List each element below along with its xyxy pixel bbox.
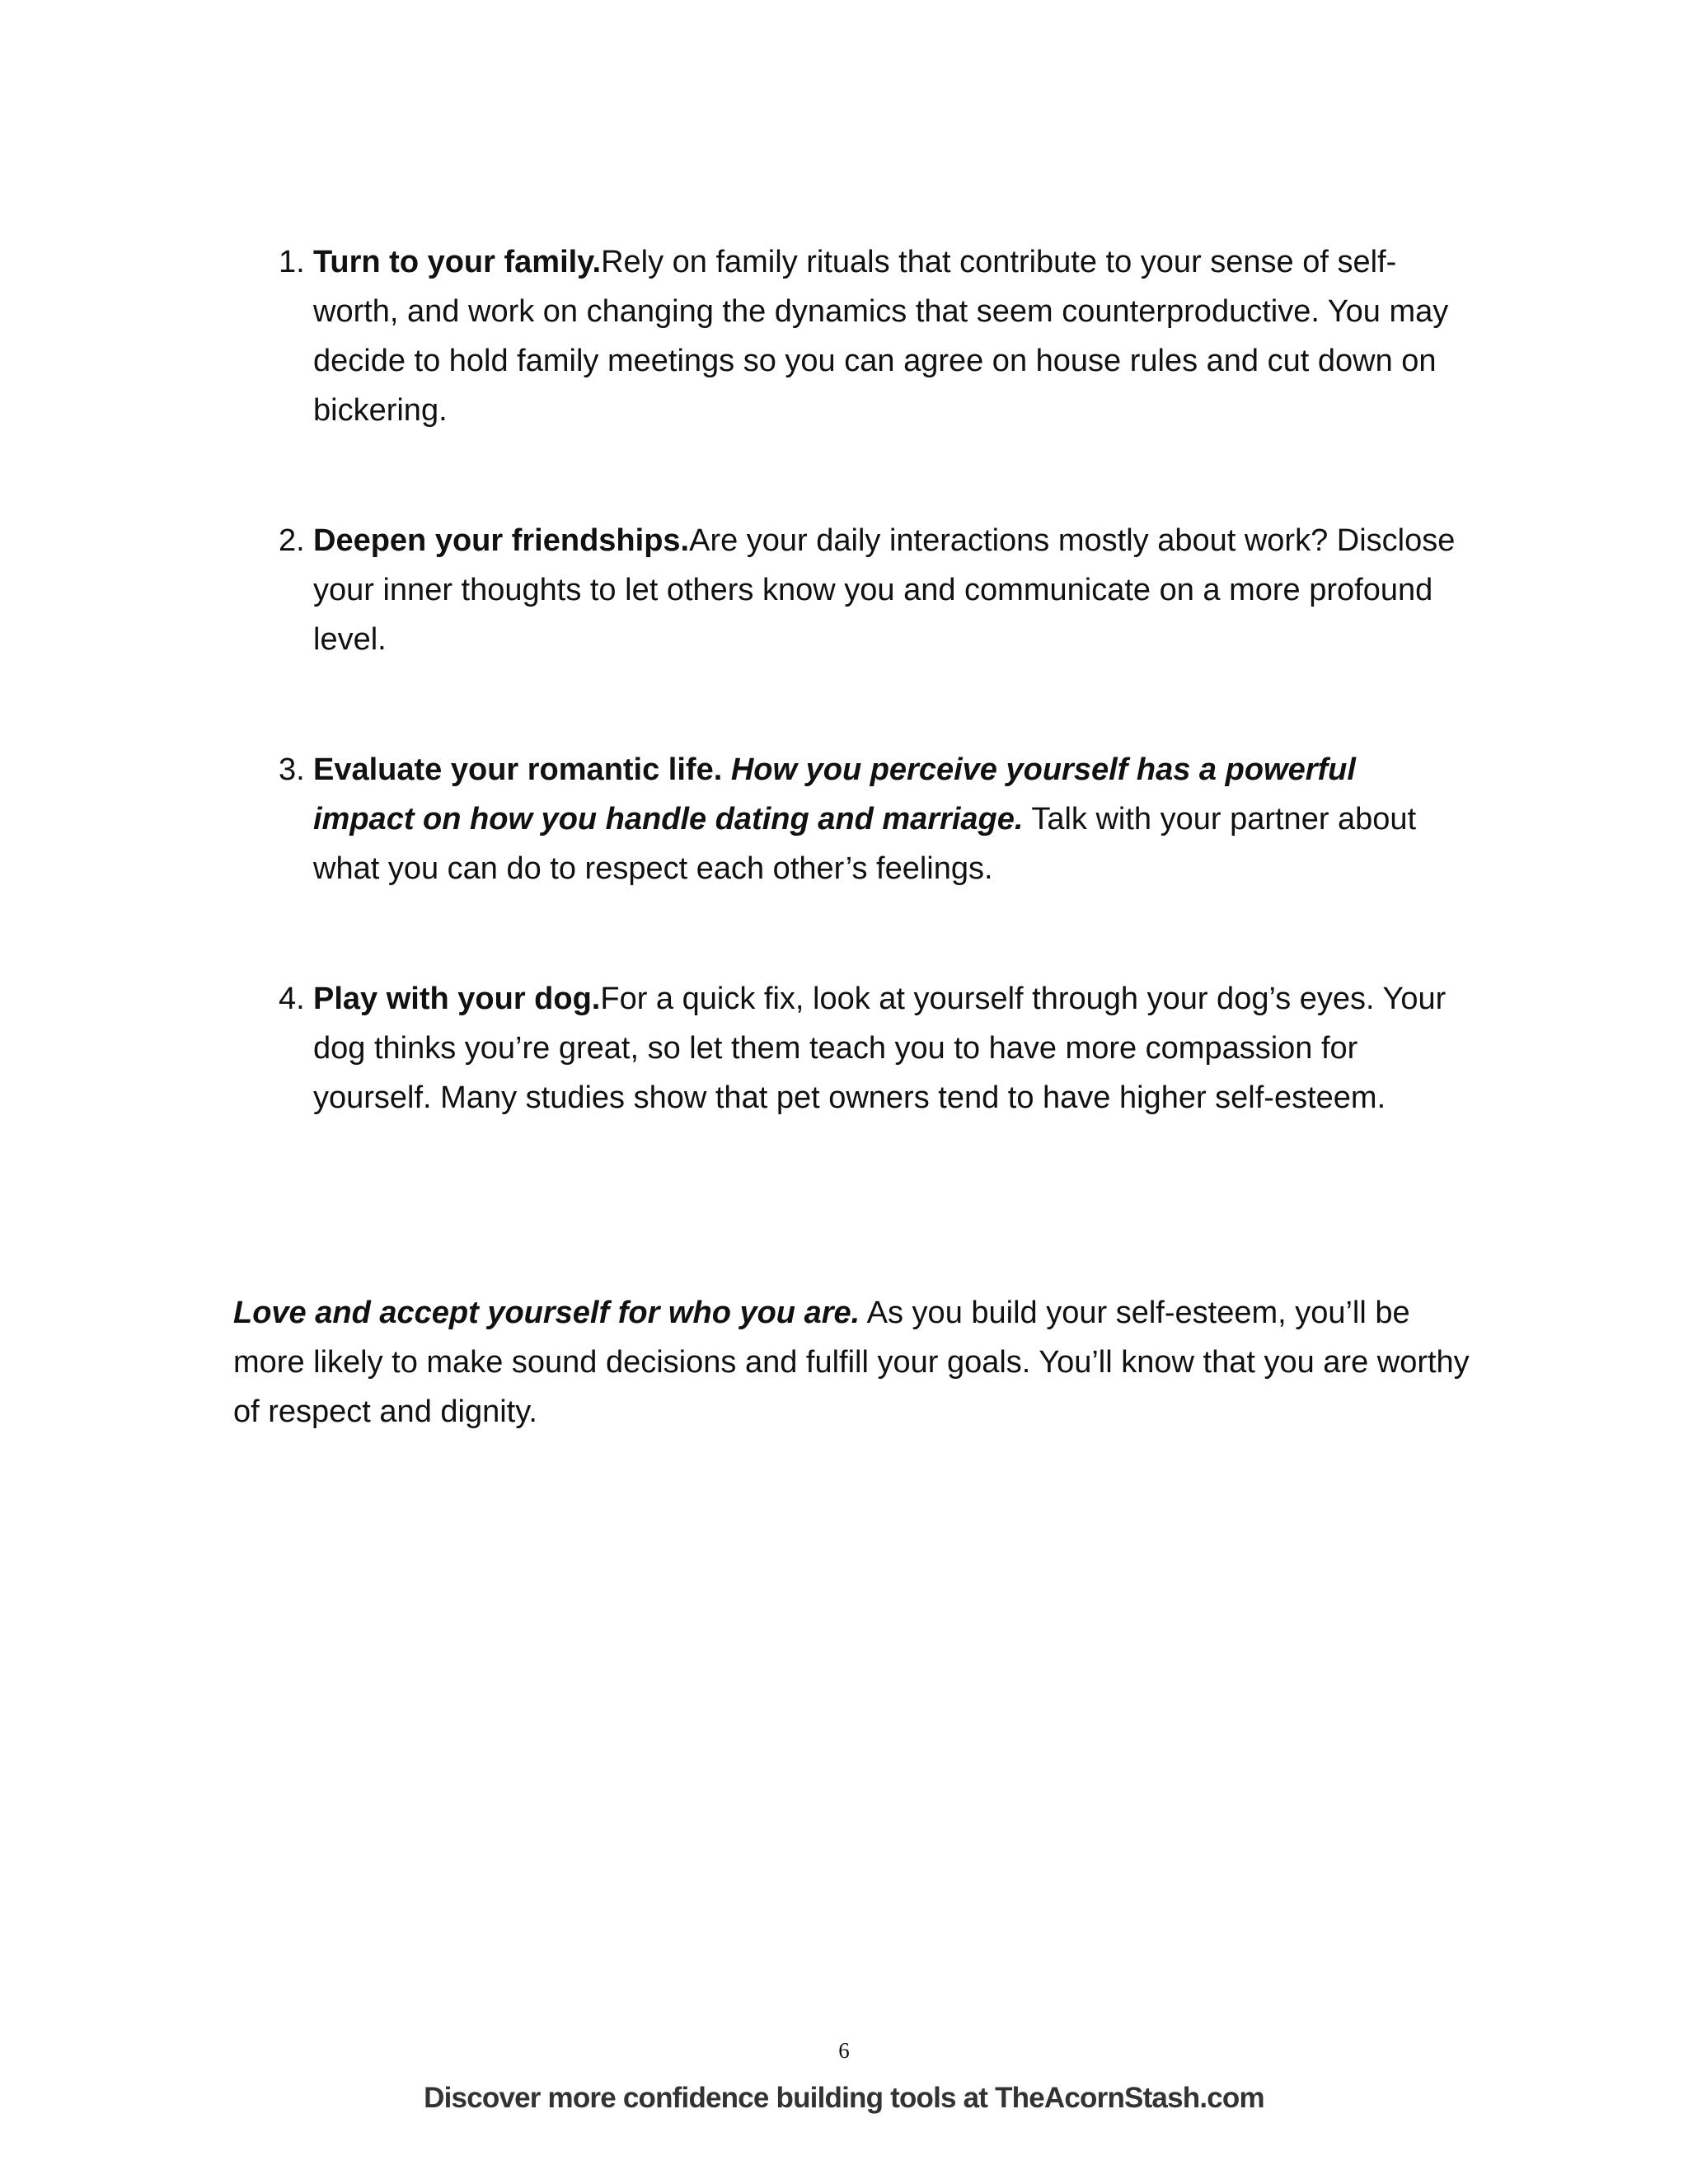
list-item-text: For a quick fix, look at yourself through your dog’s eyes. Your dog thinks you’re great, so let them teach you to have more compassion for yourself. Many studies show that pet owners tend to have higher self-esteem. xyxy=(313,982,1447,1115)
list-item-number: 4. xyxy=(279,982,305,1016)
list-item-lead: Play with your dog. xyxy=(313,982,601,1016)
list-item-number: 3. xyxy=(279,752,305,787)
list-item-number: 2. xyxy=(279,523,305,558)
list-item-text: Rely on family rituals that contribute to your sense of self-worth, and work on changing the dynamics that seem counterproductive. You may decide to hold family meetings so you can agree on house rules and cut down on bickering. xyxy=(313,245,1449,428)
list-item-text: Talk with your partner about what you can do to respect each other’s feelings. xyxy=(313,802,1417,886)
list-item xyxy=(279,745,1457,893)
list-item-text: Are your daily interactions mostly about work? Disclose your inner thoughts to let others know you and communicate on a more profound level. xyxy=(313,523,1456,657)
list-item xyxy=(279,516,1457,664)
page-number: 6 xyxy=(838,2038,850,2063)
list-item-lead: Turn to your family. xyxy=(313,245,602,279)
closing-paragraph xyxy=(233,1288,1470,1436)
list-item-lead: Deepen your friendships. xyxy=(313,523,690,558)
list-item-emphasis: How you perceive yourself has a powerful impact on how you handle dating and marriage. xyxy=(313,752,1356,837)
closing-text: As you build your self-esteem, you’ll be more likely to make sound decisions and fulfill your goals. You’ll know that you are worthy of respect and dignity. xyxy=(233,1296,1470,1429)
list-item xyxy=(279,237,1457,435)
tips-list xyxy=(279,237,1457,1122)
list-item-lead: Evaluate your romantic life. xyxy=(313,752,723,787)
list-item xyxy=(279,974,1457,1122)
footer-promo: Discover more confidence building tools at TheAcornStash.com xyxy=(424,2082,1264,2114)
closing-emphasis: Love and accept yourself for who you are. xyxy=(233,1296,860,1330)
list-item-number: 1. xyxy=(279,245,305,279)
